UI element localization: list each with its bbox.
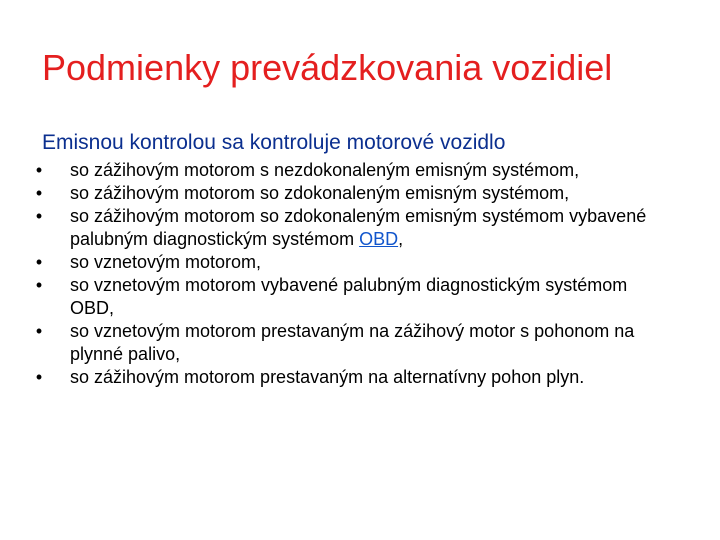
bullet-icon: • <box>35 206 43 226</box>
list-item <box>30 274 670 320</box>
bullet-icon: • <box>35 275 43 295</box>
bullet-list <box>30 159 670 389</box>
list-item <box>30 320 670 366</box>
list-item <box>30 366 670 389</box>
list-item <box>30 251 670 274</box>
list-item-text: so zážihovým motorom so zdokonaleným emisným systémom vybavené palubným diagnostickým systémom <box>70 206 647 249</box>
list-item-text-suffix: , <box>398 229 404 249</box>
bullet-icon: • <box>35 183 43 203</box>
bullet-icon: • <box>35 160 43 180</box>
list-item <box>30 159 670 182</box>
list-item-text: so zážihovým motorom s nezdokonaleným emisným systémom, <box>70 160 580 180</box>
list-item-text: so zážihovým motorom so zdokonaleným emisným systémom, <box>70 183 570 203</box>
bullet-icon: • <box>35 252 43 272</box>
slide-subtitle: Emisnou kontrolou sa kontroluje motorové vozidlo <box>42 131 506 154</box>
list-item-text: so vznetovým motorom vybavené palubným diagnostickým systémom OBD, <box>70 275 628 318</box>
list-item-text: so vznetovým motorom prestavaným na zážihový motor s pohonom na plynné palivo, <box>70 321 635 364</box>
list-item <box>30 205 670 251</box>
list-item-text: so vznetovým motorom, <box>70 252 262 272</box>
obd-link[interactable]: OBD <box>359 229 399 249</box>
slide-title: Podmienky prevádzkovania vozidiel <box>42 47 613 88</box>
bullet-icon: • <box>35 367 43 387</box>
list-item-text: so zážihovým motorom prestavaným na alternatívny pohon plyn. <box>70 367 585 387</box>
list-item <box>30 182 670 205</box>
bullet-icon: • <box>35 321 43 341</box>
